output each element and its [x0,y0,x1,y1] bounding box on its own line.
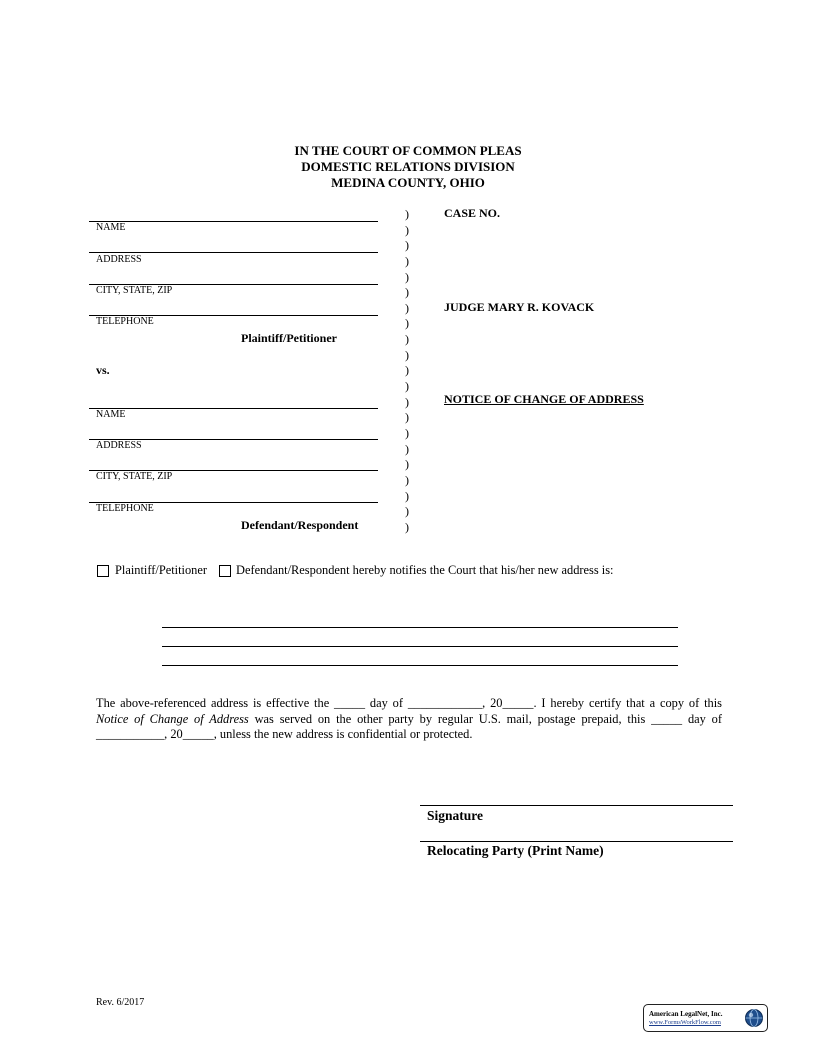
certification-paragraph [96,696,722,743]
plaintiff-address-label: ADDRESS [96,254,142,265]
defendant-name-label: NAME [96,409,126,420]
paren: ) [405,394,409,409]
court-division: DOMESTIC RELATIONS DIVISION [301,159,515,174]
defendant-role: Defendant/Respondent [241,518,359,532]
signature-label: Signature [427,808,484,823]
paren: ) [405,347,409,362]
defendant-city-label: CITY, STATE, ZIP [96,471,173,482]
paren: ) [405,285,409,300]
paren: ) [405,472,409,487]
new-address-line-3[interactable] [162,665,678,666]
paren: ) [405,332,409,347]
signature-line[interactable] [420,805,733,806]
certification-part-1: The above-referenced address is effective the _____ day of ____________, 20_____. I hereby certify that a copy of this [96,696,722,710]
caption-parentheses [405,207,413,535]
document-title: NOTICE OF CHANGE OF ADDRESS [444,392,644,406]
revision-label: Rev. 6/2017 [96,997,145,1008]
paren: ) [405,519,409,534]
defendant-telephone-label: TELEPHONE [96,503,154,514]
plaintiff-name-line[interactable] [89,221,378,222]
court-name: IN THE COURT OF COMMON PLEAS [294,143,522,158]
logo-company: American LegalNet, Inc. [649,1010,723,1018]
print-name-label: Relocating Party (Print Name) [427,843,604,858]
certification-part-2: was served on the other party by regular U.S. mail, postage prepaid, this _____ day of ___________, 20_____, unless the new address is confidential or protected. [96,711,722,741]
judge-name: JUDGE MARY R. KOVACK [444,300,595,314]
paren: ) [405,207,409,221]
defendant-address-label: ADDRESS [96,440,142,451]
paren: ) [405,316,409,331]
paren: ) [405,425,409,440]
court-county: MEDINA COUNTY, OHIO [331,175,485,190]
plaintiff-option-label: Plaintiff/Petitioner [115,563,208,577]
case-no-label: CASE NO. [444,206,501,220]
plaintiff-address-line[interactable] [89,252,378,253]
paren: ) [405,441,409,456]
plaintiff-city-label: CITY, STATE, ZIP [96,285,173,296]
defendant-name-line[interactable] [89,408,378,409]
versus-label: vs. [96,363,110,377]
paren: ) [405,504,409,519]
plaintiff-name-label: NAME [96,222,126,233]
paren: ) [405,457,409,472]
publisher-logo [643,1004,768,1032]
new-address-line-1[interactable] [162,627,678,628]
defendant-checkbox[interactable] [219,565,231,577]
paren: ) [405,300,409,315]
paren: ) [405,269,409,284]
print-name-line[interactable] [420,841,733,842]
globe-icon [744,1008,764,1028]
plaintiff-role: Plaintiff/Petitioner [241,331,337,345]
logo-url[interactable]: www.FormsWorkFlow.com [649,1019,721,1026]
paren: ) [405,238,409,253]
notice-title-italic: Notice of Change of Address [96,711,249,726]
paren: ) [405,488,409,503]
paren: ) [405,253,409,268]
paren: ) [405,363,409,378]
paren: ) [405,410,409,425]
defendant-option-label: Defendant/Respondent hereby notifies the Court that his/her new address is: [236,563,614,577]
paren: ) [405,222,409,237]
plaintiff-checkbox[interactable] [97,565,109,577]
court-header [0,143,816,191]
plaintiff-telephone-label: TELEPHONE [96,316,154,327]
new-address-line-2[interactable] [162,646,678,647]
paren: ) [405,379,409,394]
